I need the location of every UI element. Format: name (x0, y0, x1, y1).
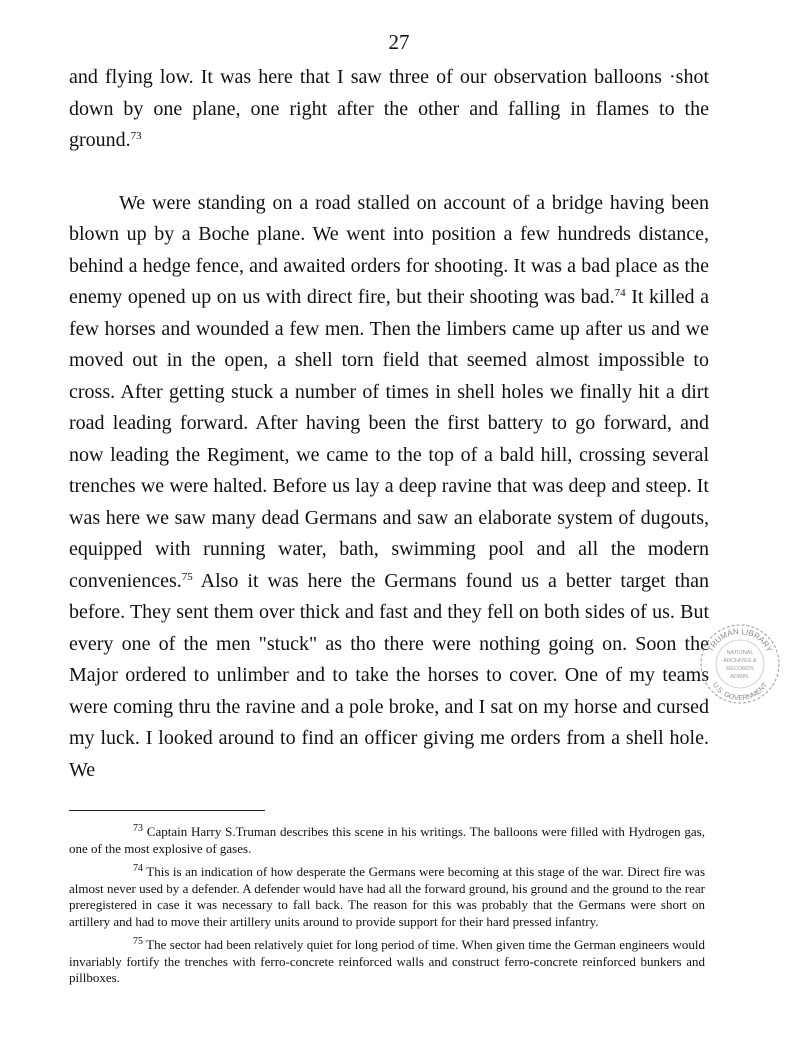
svg-text:U.S. GOVERNMENT (711, 681, 770, 702)
library-stamp (698, 622, 782, 706)
paragraph-1-text: and flying low. It was here that I saw three of our observation balloons ·shot down by one plane, one right after the other and falling in flames to the ground. (69, 66, 709, 151)
footnote-number: 74 (133, 863, 143, 874)
stamp-top-text: TRUMAN LIBRARY (705, 626, 775, 654)
footnote-75 (69, 937, 705, 987)
footnote-74 (69, 864, 705, 930)
footnote-ref-75[interactable]: 75 (181, 570, 193, 583)
footnote-divider (69, 810, 265, 811)
paragraph-2-text-c: Also it was here the Germans found us a better target than before. They sent them over thick and fast and they fell on both sides of us. But every one of the men "stuck" as tho there were nothing going on. Soon the Major ordered to unlimber and to take the horses to cover. One of my teams were coming thru the ravine and a pole broke, and I sat on my horse and cursed my luck. I looked around to find an officer giving me orders from a shell hole. We (69, 569, 709, 781)
footnote-ref-73[interactable]: 73 (130, 130, 142, 142)
stamp-bottom-text: U.S. GOVERNMENT (710, 681, 770, 703)
paragraph-1 (69, 62, 709, 157)
paragraph-2 (69, 188, 709, 787)
page-number: 27 (388, 30, 410, 54)
paragraph-2-text-a: We were standing on a road stalled on account of a bridge having been blown up by a Boche plane. We went into position a few hundreds distance, behind a hedge fence, and awaited orders for shooting. It was a bad place as the enemy opened up on us with direct fire, but their shooting was bad. (69, 191, 709, 308)
footnote-number: 73 (133, 823, 143, 834)
footnote-73 (69, 824, 705, 857)
footnote-text: This is an indication of how desperate the Germans were becoming at this stage of the war. Direct fire was almost never used by a defender. A defender would have had all the forward ground, his ground and the ground to the rear preregistered in case it was necessary to fall back. The reason for this was probably that the Germans were short on artillery and had to move their artillery units around to provide support for their hard pressed infantry. (69, 864, 706, 929)
footnote-ref-74[interactable]: 74 (614, 287, 626, 299)
stamp-line-4: ADMIN. (730, 674, 750, 680)
stamp-line-2: ARCHIVES & (723, 658, 757, 664)
paragraph-2-text-b: It killed a few horses and wounded a few men. Then the limbers came up after us and we moved out in the open, a shell torn field that seemed almost impossible to cross. After getting stuck a number of times in shell holes we finally hit a dirt road leading forward. After having been the first battery to go forward, and now leading the Regiment, we came to the top of a bald hill, crossing several trenches we were halted. Before us lay a deep ravine that was deep and steep. It was here we saw many dead Germans and saw an elaborate system of dugouts, equipped with running water, bath, swimming pool and all the modern conveniences. (69, 286, 709, 592)
footnote-number: 75 (133, 936, 143, 947)
stamp-line-3: RECORDS (726, 666, 754, 672)
footnote-text: Captain Harry S.Truman describes this scene in his writings. The balloons were filled with Hydrogen gas, one of the most explosive of gases. (69, 824, 705, 856)
body-text (69, 62, 709, 786)
stamp-line-1: NATIONAL (726, 650, 754, 656)
footnote-text: The sector had been relatively quiet for long period of time. When given time the German engineers would invariably fortify the trenches with ferro-concrete reinforced walls and construct ferro-concrete reinforced bunkers and pillboxes. (69, 937, 706, 985)
footnotes (69, 824, 705, 994)
